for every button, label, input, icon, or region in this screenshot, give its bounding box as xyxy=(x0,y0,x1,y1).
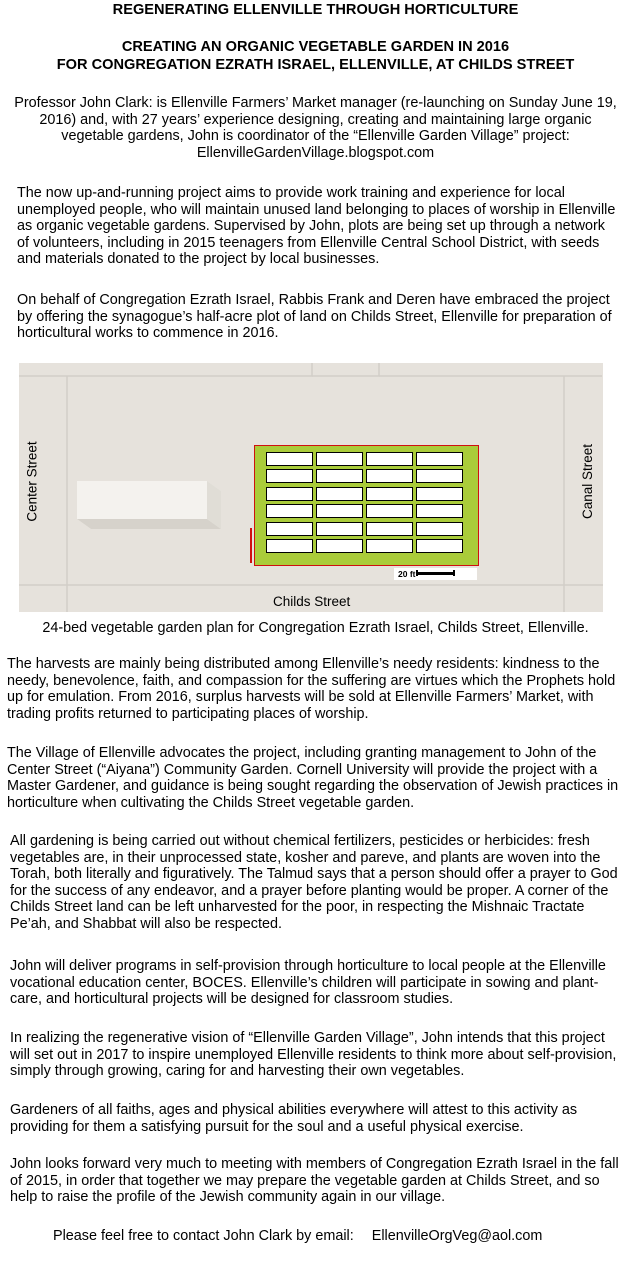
garden-bed xyxy=(316,539,363,553)
garden-bed xyxy=(366,469,413,483)
garden-bed xyxy=(366,504,413,518)
scale-bar xyxy=(394,568,477,580)
garden-bed xyxy=(416,504,463,518)
document-title: REGENERATING ELLENVILLE THROUGH HORTICULTURE xyxy=(112,2,519,18)
building-shape xyxy=(77,481,222,532)
garden-bed xyxy=(266,469,313,483)
scale-tick-right xyxy=(453,570,455,576)
scale-bar-line xyxy=(416,572,454,575)
document-subtitle-line2: FOR CONGREGATION EZRATH ISRAEL, ELLENVILLE, AT CHILDS STREET xyxy=(56,57,575,73)
intro-paragraph xyxy=(12,95,619,161)
garden-plan-map xyxy=(19,363,603,612)
contact-text: Please feel free to contact John Clark by email: xyxy=(53,1228,354,1244)
scale-label: 20 ft xyxy=(398,569,416,579)
document-subtitle-line1: CREATING AN ORGANIC VEGETABLE GARDEN IN 2016 xyxy=(121,39,510,55)
garden-bed xyxy=(416,469,463,483)
harvest-paragraph: The harvests are mainly being distributed among Ellenville’s needy residents: kindness to the needy, benevolence, faith, and compassion for the suffering are virtues which the Prophets hold up for emulation. From 2016, surplus harvests will be sold at Ellenville Farmers’ Market, with trading profits returned to participating places of worship. xyxy=(7,656,616,722)
garden-bed xyxy=(266,522,313,536)
garden-bed xyxy=(416,522,463,536)
canal-street-label: Canal Street xyxy=(580,443,596,520)
garden-bed xyxy=(416,452,463,466)
congregation-paragraph: On behalf of Congregation Ezrath Israel, Rabbis Frank and Deren have embraced the project by offering the synagogue’s half-acre plot of land on Childs Street, Ellenville for preparation of horticultural works to commence in 2016. xyxy=(17,292,612,342)
garden-bed xyxy=(266,487,313,501)
garden-beds-grid xyxy=(266,452,463,553)
garden-bed xyxy=(366,522,413,536)
meeting-paragraph: John looks forward very much to meeting with members of Congregation Ezrath Israel in the fall of 2015, in order that together we may prepare the vegetable garden at Childs Street, and so help to raise the profile of the Jewish community again in our village. xyxy=(10,1156,619,1206)
garden-bed xyxy=(316,452,363,466)
garden-bed xyxy=(266,452,313,466)
village-paragraph: The Village of Ellenville advocates the project, including granting management to John of the Center Street (“Aiyana”) Community Garden. Cornell University will provide the project with a Master Gardener, and guidance is being sought regarding the observation of Jewish practices in horticulture when cultivating the Childs Street vegetable garden. xyxy=(7,745,619,811)
blog-link[interactable]: EllenvilleGardenVillage.blogspot.com xyxy=(196,144,435,161)
map-caption: 24-bed vegetable garden plan for Congregation Ezrath Israel, Childs Street, Ellenville. xyxy=(42,620,589,636)
garden-plot xyxy=(254,445,479,566)
garden-bed xyxy=(416,539,463,553)
organic-paragraph: All gardening is being carried out without chemical fertilizers, pesticides or herbicides: fresh vegetables are, in their unprocessed state, kosher and pareve, and plants are woven into the Torah, both literally and figuratively. The Talmud says that a person should offer a prayer to God for the success of any endeavor, and a prayer before planting would be proper. A corner of the Childs Street land can be left unharvested for the poor, in respecting the Mishnaic Tractate Pe’ah, and Shabbat will also be respected. xyxy=(10,833,618,932)
contact-email-link[interactable]: EllenvilleOrgVeg@aol.com xyxy=(371,1228,543,1244)
garden-bed xyxy=(316,487,363,501)
contact-line xyxy=(53,1228,623,1245)
garden-bed xyxy=(366,539,413,553)
project-paragraph: The now up-and-running project aims to provide work training and experience for local unemployed people, who will maintain unused land belonging to places of worship in Ellenville as organic vegetable gardens. Supervised by John, plots are being set up through a network of volunteers, including in 2015 teenagers from Ellenville Central School District, with seeds and materials donated to the project by local businesses. xyxy=(17,185,616,268)
garden-bed xyxy=(316,522,363,536)
scale-tick-left xyxy=(416,570,418,576)
garden-bed xyxy=(366,487,413,501)
gardeners-paragraph: Gardeners of all faiths, ages and physical abilities everywhere will attest to this activity as providing for them a satisfying pursuit for the soul and a useful physical exercise. xyxy=(10,1102,578,1135)
vision-paragraph: In realizing the regenerative vision of “Ellenville Garden Village”, John intends that this project will set out in 2017 to inspire unemployed Ellenville residents to think more about self-provision, simply through growing, caring for and harvesting their own vegetables. xyxy=(10,1030,617,1080)
programs-paragraph: John will deliver programs in self-provision through horticulture to local people at the Ellenville vocational education center, BOCES. Ellenville’s children will participate in sowing and plant-care, and horticultural projects will be designed for classroom studies. xyxy=(10,958,606,1008)
garden-bed xyxy=(316,469,363,483)
garden-bed xyxy=(266,539,313,553)
center-street-label: Center Street xyxy=(24,441,40,522)
childs-street-label: Childs Street xyxy=(273,594,351,609)
intro-text: Professor John Clark: is Ellenville Farmers’ Market manager (re-launching on Sunday June 19, 2016) and, with 27 years’ experience designing, creating and maintaining large organic vegetable gardens, John is coordinator of the “Ellenville Garden Village” project: xyxy=(14,95,617,145)
garden-bed xyxy=(366,452,413,466)
garden-bed xyxy=(416,487,463,501)
garden-bed xyxy=(266,504,313,518)
garden-bed xyxy=(316,504,363,518)
